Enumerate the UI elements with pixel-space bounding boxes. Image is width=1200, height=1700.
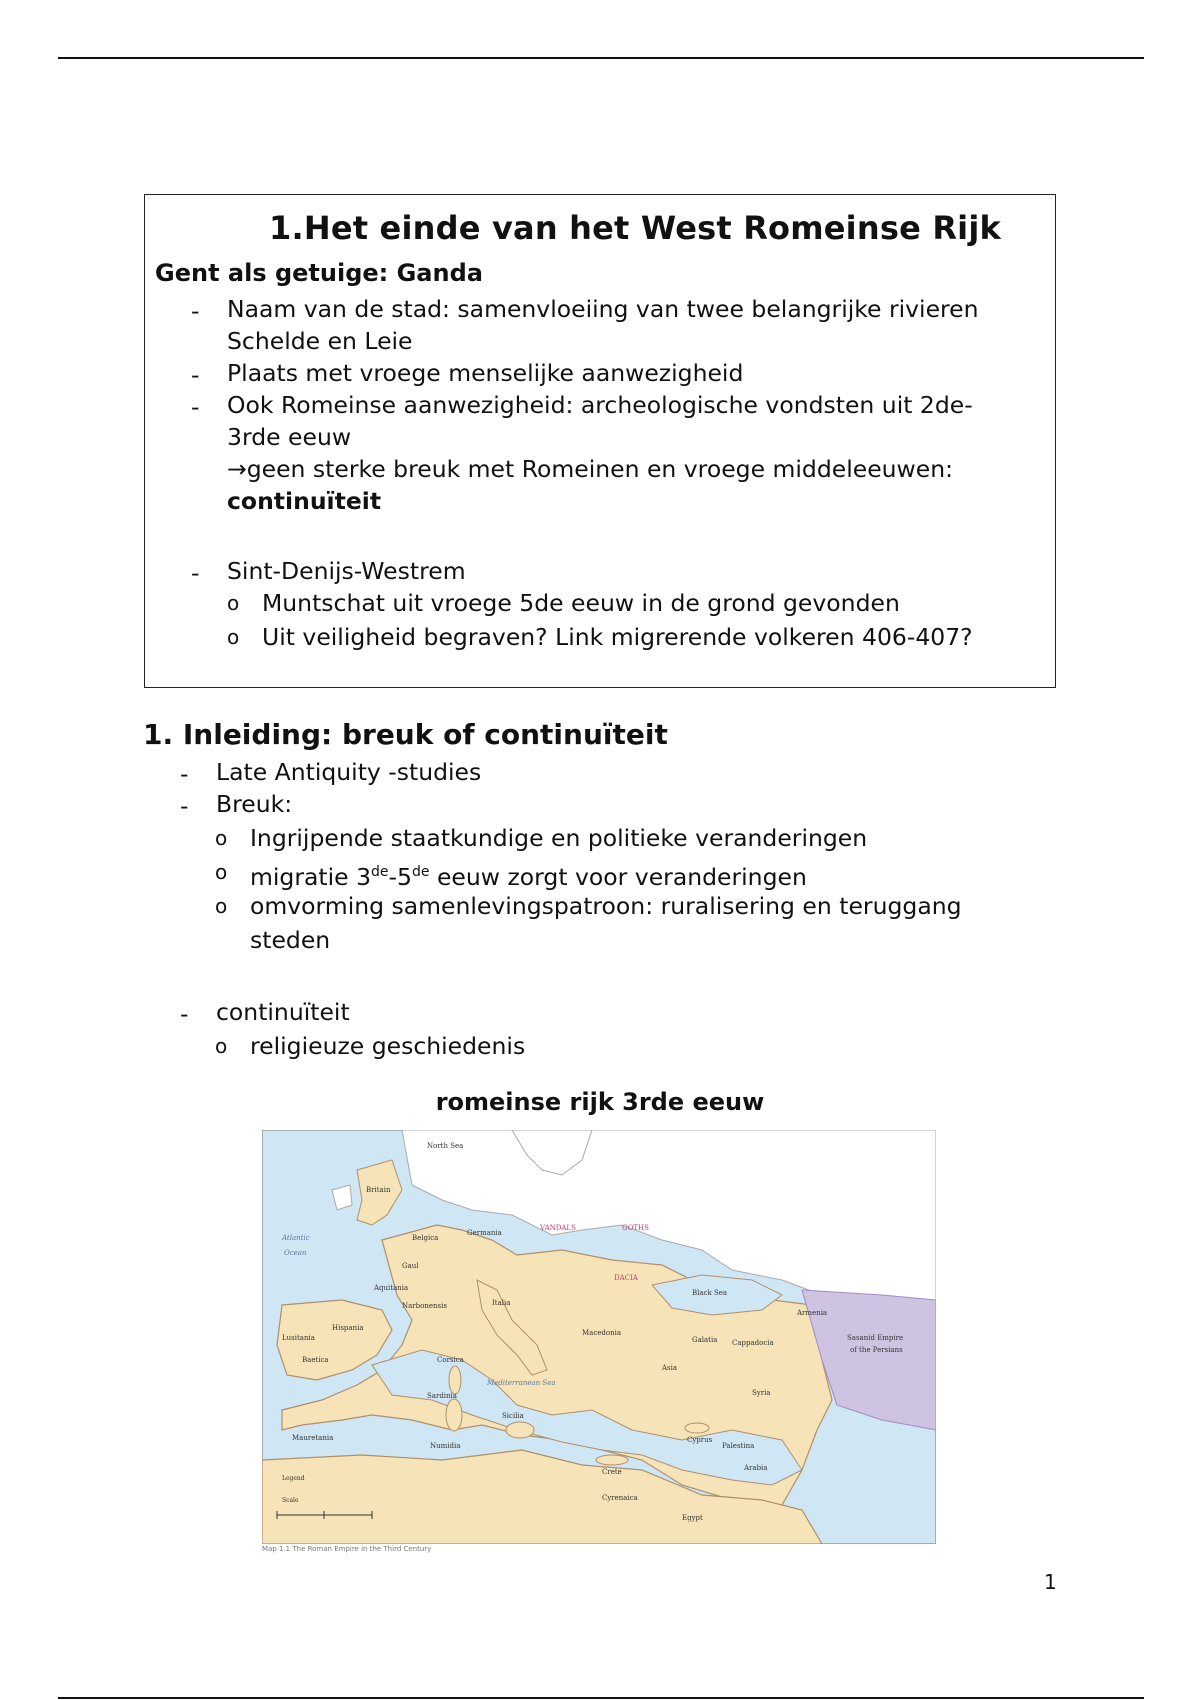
section-item-late-antiquity: Late Antiquity -studies: [216, 758, 482, 786]
label-armenia: Armenia: [797, 1309, 828, 1317]
label-arabia: Arabia: [744, 1464, 768, 1472]
section-heading: 1. Inleiding: breuk of continuïteit: [143, 718, 668, 751]
box-title: 1.Het einde van het West Romeinse Rijk: [269, 209, 1001, 247]
header-rule: [58, 57, 1144, 59]
sup-de-2: de: [411, 864, 430, 880]
map-crete: [596, 1455, 628, 1465]
box-subitem-2: Uit veiligheid begraven? Link migrerende volkeren 406-407?: [262, 623, 973, 651]
label-dacia: DACIA: [614, 1274, 638, 1282]
box-subitem-1: Muntschat uit vroege 5de eeuw in de grond gevonden: [262, 589, 900, 617]
label-italia: Italia: [492, 1299, 511, 1307]
breuk-sub-3: omvorming samenlevingspatroon: ruralisering en teruggang: [250, 892, 962, 920]
label-narbonensis: Narbonensis: [402, 1302, 447, 1310]
label-britain: Britain: [366, 1186, 391, 1194]
label-germania: Germania: [467, 1229, 502, 1237]
sup-de-1: de: [371, 864, 389, 880]
dash: -: [191, 297, 200, 325]
box-item-3-line-1: Ook Romeinse aanwezigheid: archeologische vondsten uit 2de-: [227, 391, 973, 419]
dash: -: [191, 393, 200, 421]
intro-box: [144, 194, 1056, 688]
label-mauretania: Mauretania: [292, 1434, 334, 1442]
label-sasanid: Sasanid Empire: [847, 1334, 904, 1342]
bullet-o: o: [215, 826, 228, 850]
label-cappadocia: Cappadocia: [732, 1339, 774, 1347]
label-numidia: Numidia: [430, 1442, 461, 1450]
label-persians: of the Persians: [850, 1346, 903, 1354]
bullet-o: o: [215, 1034, 228, 1058]
page-number: 1: [1044, 1570, 1057, 1594]
label-north-sea: North Sea: [427, 1142, 464, 1150]
migratie-rest: eeuw zorgt voor veranderingen: [429, 862, 807, 891]
label-belgica: Belgica: [412, 1234, 439, 1242]
label-legend: Legend: [282, 1475, 305, 1482]
map-sicily: [506, 1422, 534, 1438]
label-egypt: Egypt: [682, 1514, 703, 1522]
bullet-o: o: [227, 625, 240, 649]
arrow-icon: →: [227, 455, 247, 483]
dash: -: [191, 361, 200, 389]
dash: -: [180, 1000, 189, 1028]
map-title: romeinse rijk 3rde eeuw: [435, 1088, 765, 1116]
label-cyrenaica: Cyrenaica: [602, 1494, 638, 1502]
label-atlantic: Atlantic: [282, 1234, 310, 1242]
map-cyprus: [685, 1423, 709, 1433]
bullet-o: o: [215, 894, 228, 918]
label-sardinia: Sardinia: [427, 1392, 457, 1400]
label-hispania: Hispania: [332, 1324, 364, 1332]
breuk-sub-1: Ingrijpende staatkundige en politieke veranderingen: [250, 824, 868, 852]
box-subtitle: Gent als getuige: Ganda: [155, 259, 483, 287]
box-item-3-arrow-line: [227, 453, 953, 485]
dash: -: [180, 792, 189, 820]
label-corsica: Corsica: [437, 1356, 464, 1364]
box-item-3-bold: continuïteit: [227, 487, 382, 515]
label-scale: Scale: [282, 1497, 299, 1504]
migratie-a: migratie 3: [250, 862, 372, 891]
label-lusitania: Lusitania: [282, 1334, 315, 1342]
box-item-1-line-1: Naam van de stad: samenvloeiing van twee belangrijke rivieren: [227, 295, 979, 323]
label-syria: Syria: [752, 1389, 771, 1397]
label-sicilia: Sicilia: [502, 1412, 524, 1420]
label-baetica: Baetica: [302, 1356, 329, 1364]
arrow-text: geen sterke breuk met Romeinen en vroege middeleeuwen:: [246, 455, 954, 483]
breuk-sub-3-cont: steden: [250, 926, 331, 954]
bullet-o: o: [227, 591, 240, 615]
label-vandals: VANDALS: [540, 1224, 576, 1232]
label-goths: GOTHS: [622, 1224, 649, 1232]
label-black-sea: Black Sea: [692, 1289, 728, 1297]
box-item-2: Plaats met vroege menselijke aanwezigheid: [227, 359, 744, 387]
label-asia: Asia: [662, 1364, 678, 1372]
dash: -: [191, 559, 200, 587]
box-item-4: Sint-Denijs-Westrem: [227, 557, 466, 585]
map-corsica: [449, 1366, 461, 1394]
migratie-mid: -5: [388, 862, 412, 891]
label-palestina: Palestina: [722, 1442, 755, 1450]
label-mediterranean: Mediterranean Sea: [487, 1379, 556, 1387]
bullet-o: o: [215, 860, 228, 884]
section-item-continuiteit: continuïteit: [216, 998, 350, 1026]
box-item-1-line-2: Schelde en Leie: [227, 327, 413, 355]
map-sardinia: [446, 1399, 462, 1431]
label-aquitania: Aquitania: [374, 1284, 409, 1292]
breuk-sub-2: [250, 856, 807, 893]
label-gaul: Gaul: [402, 1262, 419, 1270]
continuiteit-sub-1: religieuze geschiedenis: [250, 1032, 526, 1060]
map-caption: Map 1.1 The Roman Empire in the Third Century: [262, 1545, 432, 1553]
label-galatia: Galatia: [692, 1336, 718, 1344]
footer-rule: [58, 1697, 1144, 1699]
label-macedonia: Macedonia: [582, 1329, 622, 1337]
label-cyprus: Cyprus: [687, 1436, 713, 1444]
roman-empire-map: [262, 1130, 936, 1544]
section-item-breuk: Breuk:: [216, 790, 293, 818]
dash: -: [180, 760, 189, 788]
label-crete: Crete: [602, 1468, 622, 1476]
box-item-3-line-2: 3rde eeuw: [227, 423, 352, 451]
label-ocean: Ocean: [284, 1249, 307, 1257]
